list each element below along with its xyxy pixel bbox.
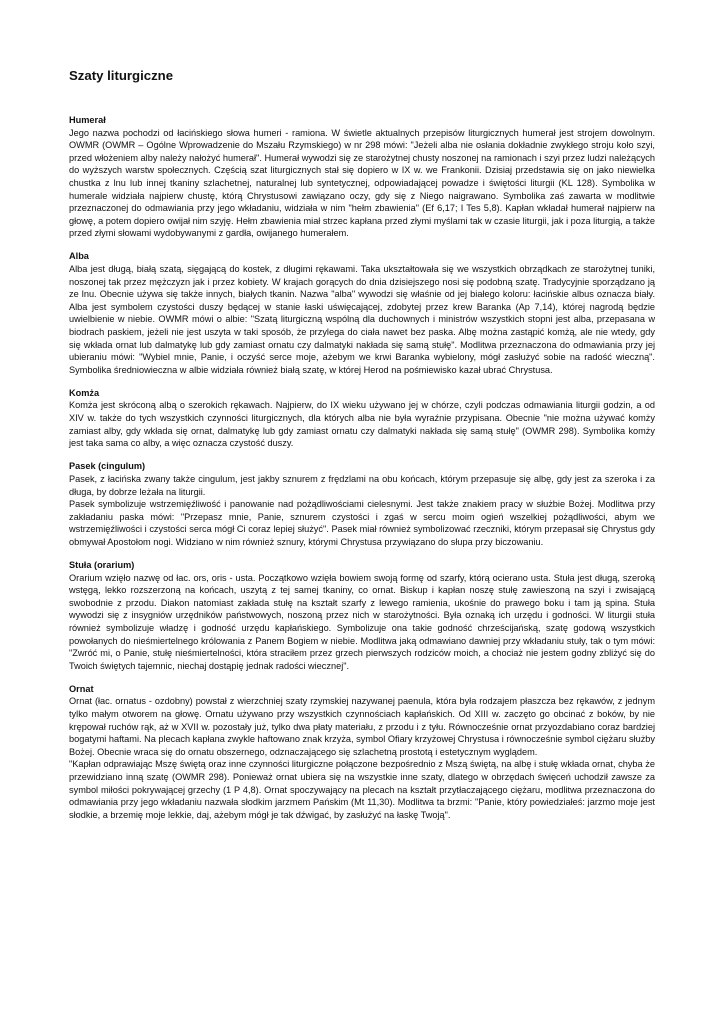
section-ornat xyxy=(69,683,655,822)
document-page xyxy=(69,68,655,832)
section-paragraph: Alba jest długą, białą szatą, sięgającą do kostek, z długimi rękawami. Taka ukształtowała się we wszystkich obrządkach ze starożytnej tuniki, noszonej tak przez mężczyzn jak i przez kobiety. W krajach gorących do dnia dzisiejszego nosi się podobną szatę. Tradycyjnie sporządzano ją ze lnu. Obecnie używa się także innych, białych tkanin. Nazwa "alba" wywodzi się właśnie od jej białego koloru: łacińskie albus oznacza biały. Alba jest symbolem czystości duszy będącej w stanie łaski uświęcającej, zdobytej przez krew Baranka (Ap 7,14), której nagrodą będzie uwielbienie w niebie. OWMR mówi o albie: "Szatą liturgiczną wspólną dla duchownych i ministrów wszystkich stopni jest alba, przepasana w biodrach paskiem, jeżeli nie jest uszyta w taki sposób, że przylega do ciała nawet bez paska. Albę można zastąpić komżą, ale nie wtedy, gdy się wkłada ornat lub dalmatykę lub gdy zamiast ornatu czy dalmatyki nakłada się samą stułę". Modlitwa przeznaczona do odmawiania przy jej ubieraniu mówi: "Wybiel mnie, Panie, i oczyść serce moje, ażebym we krwi Baranka wybielony, mógł zasłużyć sobie na radość wieczną". Symbolika średniowieczna w albie widziała również białą szatę, w której Herod na pośmiewisko kazał ubrać Chrystusa. xyxy=(69,264,655,375)
section-paragraph: Ornat (łac. ornatus - ozdobny) powstał z wierzchniej szaty rzymskiej nazywanej paenula, która była rodzajem płaszcza bez rękawów, z jednym tylko małym otworem na głowę. Ornatu używano przy wszystkich czynnościach kapłańskich. Od XIII w. zaczęto go obcinać z boków, by nie krępował ruchów rąk, aż w XVII w. pozostały już, tylko dwa płaty materiału, z przodu i z tyłu. Równocześnie ornat przyozdabiano coraz bardziej bogatymi haftami. Na plecach kapłana zwykle haftowano znak krzyża, symbol Ofiary krzyżowej Chrystusa i równocześnie symbol ciężaru służby Bożej. Obecnie wraca się do ornatu obszernego, odznaczającego się szlachetną prostotą i estetycznym wyglądem. xyxy=(69,696,655,757)
section-paragraph: Orarium wzięło nazwę od łac. ors, oris - usta. Początkowo wzięła bowiem swoją formę od szarfy, którą ocierano usta. Stuła jest długą, szeroką wstęgą, lekko rozszerzoną na końcach, uszytą z tej samej tkaniny, co ornat. Biskup i kapłan noszę stułę zawieszoną na szyi i zwisającą swobodnie z przodu. Diakon natomiast zakłada stułę na kształt szarfy z lewego ramienia, ukośnie do prawego boku i tam ją spina. Stuła wywodzi się z insygniów urzędników państwowych, noszoną przez nich w starożytności. Była oznaką ich urzędu i godności. W liturgii stuła również symbolizuje władzę i godność urzędu kapłańskiego. Symbolizuje ona takie godność chrześcijańską, szatę godową wszystkich powołanych do nieśmiertelnego królowania z Panem Bogiem w niebie. Modlitwa jaką odmawiano dawniej przy wkładaniu stuły, tak o tym mówi: "Zwróć mi, o Panie, stułę nieśmiertelności, która straciłem przez grzech pierwszych rodziców moich, a chociaż nie jestem godny zbliżyć się do Twoich świętych tajemnic, niechaj dostąpię jednak radości wiecznej". xyxy=(69,572,655,671)
section-pasek xyxy=(69,460,655,548)
section-alba xyxy=(69,250,655,376)
section-paragraph: "Kapłan odprawiając Mszę świętą oraz inne czynności liturgiczne połączone bezpośrednio z Mszą świętą, na albę i stułę wkłada ornat, chyba że przewidziano inną szatę (OWMR 298). Ponieważ ornat ubiera się na wszystkie inne szaty, dlatego w obrzędach święceń uchodził zawsze za symbol miłości pokrywającej grzechy (1 P 4,8). Ornat spoczywający na plecach na kształt przytłaczającego ciężaru, modlitwa przeznaczona do odmawiania przy jego wkładaniu nazwała słodkim jarzmem Pańskim (Mt 11,30). Modlitwa ta brzmi: "Panie, który powiedziałeś: jarzmo moje jest słodkie, a brzemię moje lekkie, daj, ażebym mógł je tak dźwigać, by zasłużyć na łaskę Twoją". xyxy=(69,759,655,820)
section-stula xyxy=(69,559,655,672)
section-paragraph: Pasek, z łacińska zwany także cingulum, jest jakby sznurem z frędzlami na obu końcach, którym przepasuje się albę, gdy jest za szeroka i za długa, by dobrze leżała na liturgii. xyxy=(69,473,655,497)
section-heading: Stuła (orarium) xyxy=(69,560,135,570)
section-heading: Ornat xyxy=(69,683,94,694)
section-paragraph: Jego nazwa pochodzi od łacińskiego słowa humeri - ramiona. W świetle aktualnych przepisów liturgicznych humerał jest strojem dowolnym. OWMR (OWMR – Ogólne Wprowadzenie do Mszału Rzymskiego) w nr 298 mówi: "Jeżeli alba nie osłania dokładnie zwykłego stroju koło szyi, przed włożeniem alby należy nałożyć humerał". Humerał wywodzi się ze starożytnej chusty noszonej na ramionach i szyi przez ludzi należących do wyższych warstw społecznych. Częścią szat liturgicznych stał się dopiero w IX w. we Frankonii. Dzisiaj przedstawia się on jako niewielka chustka z lnu lub innej tkaniny szlachetnej, naturalnej lub syntetycznej, odpowiadającej powadze i świętości liturgii (KL 128). Symbolika w humerale widziała najpierw chustę, którą Chrystusowi zawiązano oczy, gdy się z Niego naigrawano. Symbolika zaś zawarta w modlitwie przeznaczonej do odmawiania przy jego wkładaniu, widziała w nim "hełm zbawienia" (Ef 6,17; I Tes 5,8). Kapłan wkładał humerał najpierw na głowę, a potem dopiero owijał nim szyję. Hełm zbawienia miał strzec kapłana przed złymi myślami tak w czasie liturgii, jak i poza liturgią, a także przed złymi słowami wydobywanymi z gardła, owijanego humerałem. xyxy=(69,127,655,239)
section-heading: Alba xyxy=(69,251,89,262)
section-komza xyxy=(69,387,655,450)
document-title: Szaty liturgiczne xyxy=(69,68,174,83)
section-humeral xyxy=(69,114,655,240)
section-paragraph: Pasek symbolizuje wstrzemięźliwość i panowanie nad pożądliwościami cielesnymi. Jest także znakiem pracy w służbie Bożej. Modlitwa przy zakładaniu paska mówi: "Przepasz mnie, Panie, sznurem czystości i zgaś w sercu moim ogień wszelkiej pożądliwości, abym we wstrzemięźliwości i czystości serca mógł Ci coraz lepiej służyć". Pasek miał również symbolizować rzeczniki, którym przepasał się Chrystus gdy obmywał Apostołom nogi. Widziano w nim również sznury, którymi Chrystusa przywiązano do słupa przy biczowaniu. xyxy=(69,499,655,547)
section-heading: Humerał xyxy=(69,115,106,125)
section-paragraph: Komża jest skróconą albą o szerokich rękawach. Najpierw, do IX wieku używano jej w chórze, czyli podczas odmawiania liturgii godzin, a od XIV w. także do tych wszystkich czynności liturgicznych, dla których alba nie była wyraźnie przypisana. Obecnie "nie można używać komży zamiast alby, gdy wkłada się ornat, dalmatykę lub gdy zamiast ornatu czy dalmatyki nakłada się samą stułę" (OWMR 298). Symbolika komży jest taka sama co alby, a więc oznacza czystość duszy. xyxy=(69,400,655,449)
section-heading: Komża xyxy=(69,387,100,398)
section-heading: Pasek (cingulum) xyxy=(69,461,146,472)
